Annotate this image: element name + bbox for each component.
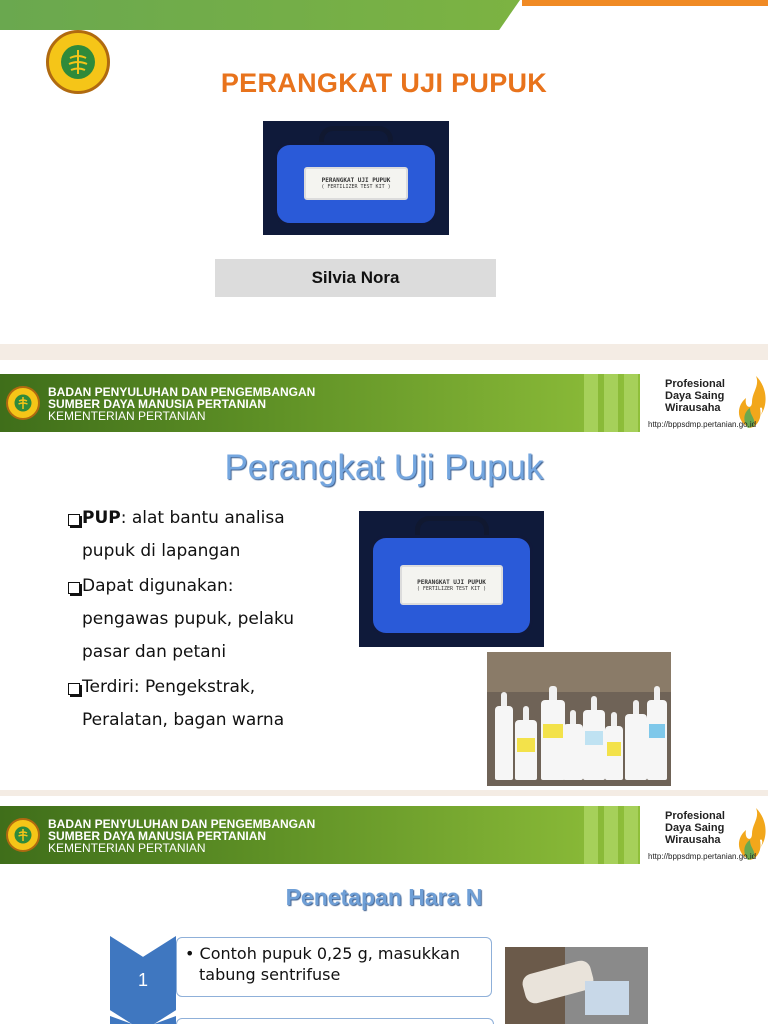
slide2-title: Perangkat Uji Pupuk [224,448,544,487]
top-orange-bar [522,0,768,6]
list-item [68,570,358,669]
bullet-list [68,502,358,739]
reagent-bottles-photo [487,652,671,786]
ministry-logo-icon [6,818,40,852]
slide-title [0,0,768,344]
step-description-box [176,937,492,997]
bag-label-line1: PERANGKAT UJI PUPUK [417,578,486,586]
slide-penetapan-hara-n [0,796,768,1024]
header-url: http://bppsdmp.pertanian.go.id [648,420,757,429]
header-line3: KEMENTERIAN PERTANIAN [48,409,206,423]
bullet-continuation: pengawas pupuk, pelaku [82,609,295,629]
slogan-line3: Wirausaha [665,402,721,414]
fertilizer-kit-bag-photo [359,511,544,647]
bag-label-line1: PERANGKAT UJI PUPUK [321,176,391,184]
author-name: Silvia Nora [311,268,400,287]
header-line2: SUMBER DAYA MANUSIA PERTANIAN [48,397,267,411]
header-line2: SUMBER DAYA MANUSIA PERTANIAN [48,829,267,843]
bullet-head: PUP [82,508,121,528]
header-band [0,806,768,864]
slogan-line2: Daya Saing [665,390,725,402]
step-line1: • Contoh pupuk 0,25 g, masukkan [185,944,460,963]
slide3-title: Penetapan Hara N [285,884,483,910]
checkbox-bullet-icon [68,514,80,526]
header-band [0,374,768,432]
step-line2: tabung sentrifuse [199,965,341,984]
author-box [215,259,496,297]
slide-title-heading: PERANGKAT UJI PUPUK [220,68,548,98]
ministry-logo-icon [6,386,40,420]
slide-perangkat-uji-pupuk [0,360,768,790]
slogan-line3: Wirausaha [665,834,721,846]
lab-procedure-photo [505,947,648,1024]
header-line1: BADAN PENYULUHAN DAN PENGEMBANGAN [48,385,316,399]
header-line3: KEMENTERIAN PERTANIAN [48,841,206,855]
slogan-line1: Profesional [665,810,725,822]
header-line1: BADAN PENYULUHAN DAN PENGEMBANGAN [48,817,316,831]
fertilizer-kit-bag-photo [263,121,449,235]
bullet-text: : alat bantu analisa [120,508,285,528]
bullet-text: Terdiri: Pengekstrak, [82,677,256,697]
slogan-line1: Profesional [665,378,725,390]
header-url: http://bppsdmp.pertanian.go.id [648,852,757,861]
bullet-continuation: pupuk di lapangan [82,541,241,561]
slogan-line2: Daya Saing [665,822,725,834]
bullet-continuation: Peralatan, bagan warna [82,710,285,730]
checkbox-bullet-icon [68,683,80,695]
top-green-bar [0,0,520,30]
bag-label-line2: ( FERTILIZER TEST KIT ) [416,585,487,592]
list-item [68,671,358,737]
list-item [68,502,358,568]
bullet-text: Dapat digunakan: [82,576,234,596]
step-description-box-next [176,1018,494,1024]
checkbox-bullet-icon [68,582,80,594]
step-number: 1 [137,970,148,990]
bullet-continuation: pasar dan petani [82,642,227,662]
bag-label-line2: ( FERTILIZER TEST KIT ) [321,183,391,190]
